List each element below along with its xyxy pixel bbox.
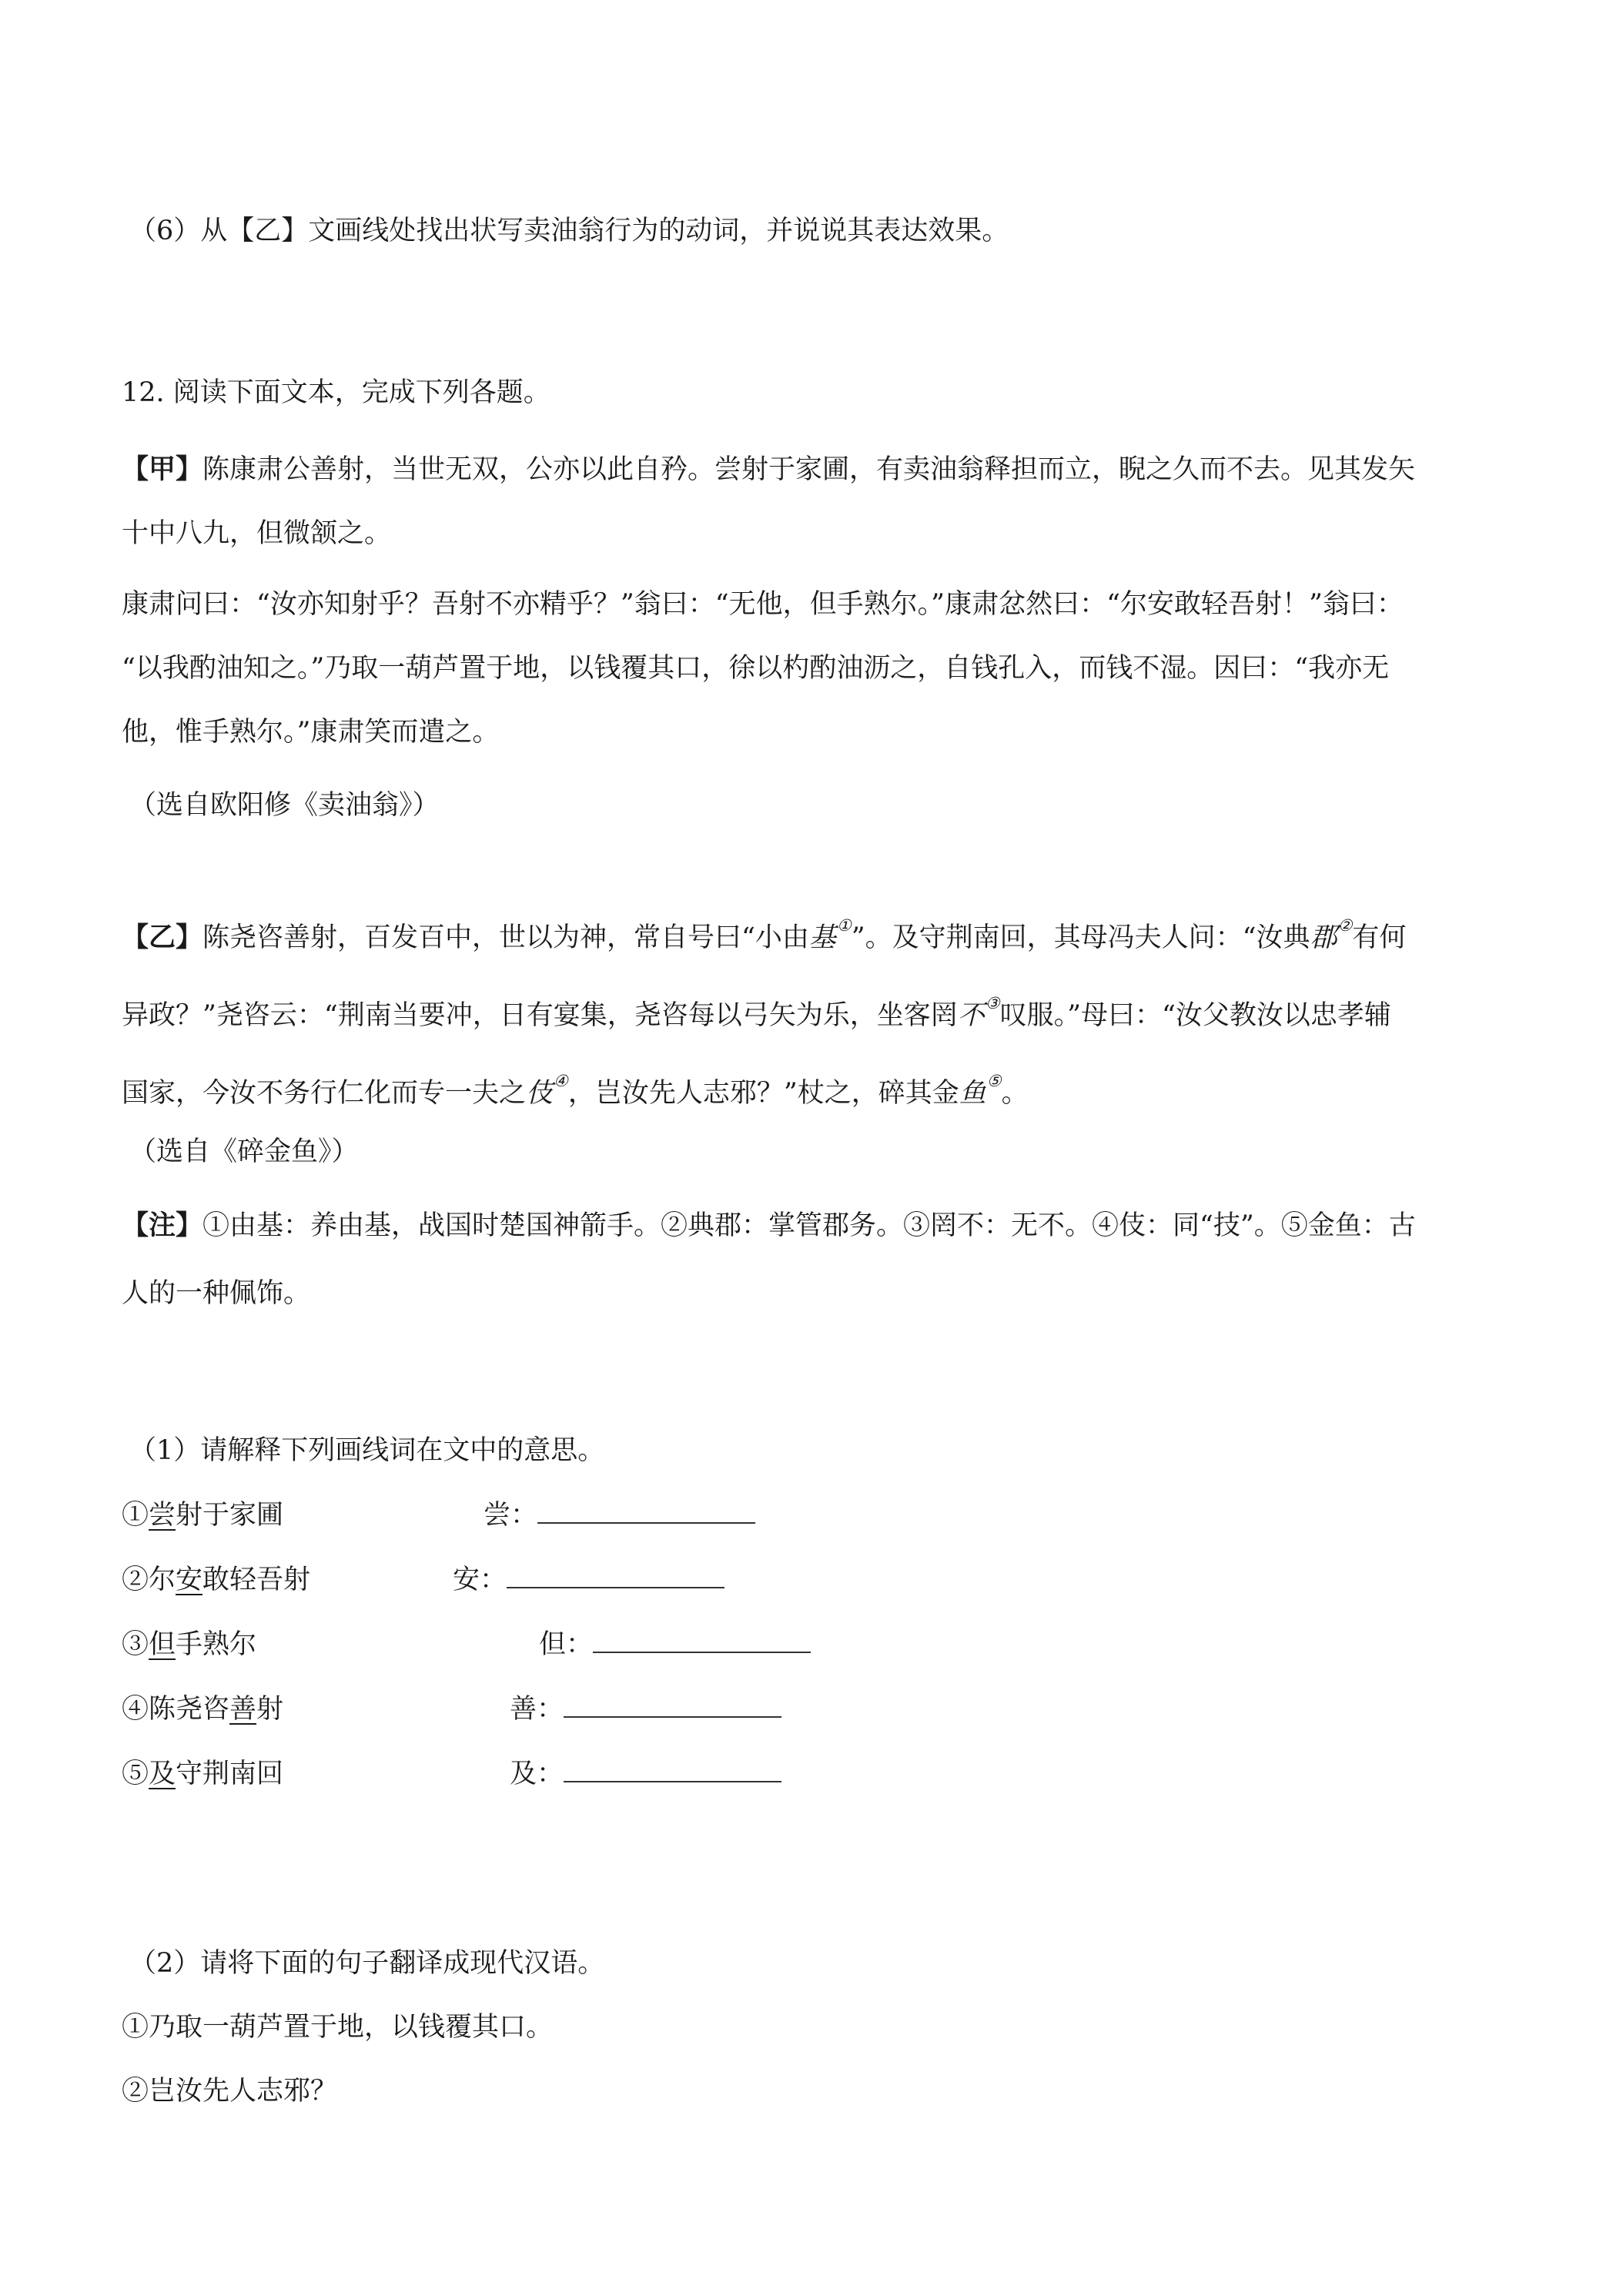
vocab-num: ⑤: [122, 1759, 149, 1789]
vocab-post: 守荆南回: [176, 1759, 284, 1789]
vocab-item-5: [122, 1757, 283, 1791]
jia-tag: 【甲】: [122, 454, 203, 485]
vocab-answer-2: [453, 1563, 724, 1597]
yi-text-1c: 有何: [1352, 922, 1407, 953]
vocab-item-4: [122, 1692, 283, 1726]
yi-text-1a: 陈尧咨善射，百发百中，世以为神，常自号曰“小由: [202, 922, 809, 953]
notes-line-2: 人的一种佩饰。: [122, 1278, 311, 1309]
annotated-word-5: 鱼: [959, 1078, 986, 1109]
jia-text-1: 陈康肃公善射，当世无双，公亦以此自矜。尝射于家圃，有卖油翁释担而立，睨之久而不去。见其发矢: [202, 454, 1416, 485]
annotated-word-3: 不: [957, 1000, 985, 1031]
vocab-num: ①: [122, 1500, 149, 1531]
yi-tag: 【乙】: [122, 922, 203, 953]
vocab-item-2: [122, 1563, 310, 1597]
passage-jia-line-2: 十中八九，但微颔之。: [122, 518, 392, 549]
passage-jia-source: （选自欧阳修《卖油翁》）: [129, 790, 440, 821]
underlined-word: 善: [229, 1694, 257, 1725]
translate-sentence-1: ①乃取一葫芦置于地，以钱覆其口。: [122, 2012, 554, 2043]
footnote-marker-3: ③: [985, 994, 1000, 1012]
question-6: （6）从【乙】文画线处找出状写卖油翁行为的动词，并说说其表达效果。: [129, 216, 1009, 246]
vocab-num: ④: [122, 1694, 149, 1725]
answer-label: 安：: [453, 1565, 507, 1595]
vocab-post: 射: [256, 1694, 284, 1725]
yi-text-3c: 。: [1001, 1078, 1029, 1109]
note-tag: 【注】: [122, 1210, 203, 1241]
vocab-answer-4: [510, 1692, 781, 1726]
underlined-word: 但: [149, 1629, 176, 1660]
vocab-pre: 陈尧咨: [149, 1694, 230, 1725]
answer-blank[interactable]: [507, 1565, 724, 1588]
yi-text-3a: 国家，今汝不务行仁化而专一夫之: [122, 1078, 527, 1109]
annotated-word-4: 伎: [526, 1078, 554, 1109]
answer-blank[interactable]: [564, 1695, 781, 1718]
translate-sentence-2: ②岂汝先人志邪？: [122, 2076, 338, 2107]
vocab-answer-3: [539, 1628, 811, 1662]
answer-blank[interactable]: [537, 1501, 755, 1524]
footnote-marker-1: ①: [836, 916, 852, 935]
passage-jia-line-4: “以我酌油知之。”乃取一葫芦置于地，以钱覆其口，徐以杓酌油沥之，自钱孔入，而钱不湿。因曰：“我亦无: [122, 653, 1390, 684]
vocab-num: ③: [122, 1629, 149, 1660]
yi-text-2b: 叹服。”母曰：“汝父教汝以忠孝辅: [999, 1000, 1391, 1031]
vocab-num: ②: [122, 1565, 149, 1595]
underlined-word: 及: [149, 1759, 176, 1789]
footnote-marker-4: ④: [554, 1072, 568, 1090]
passage-jia-line-1: [122, 453, 1415, 487]
answer-label: 善：: [510, 1694, 564, 1725]
sub-question-2-title: （2）请将下面的句子翻译成现代汉语。: [129, 1948, 605, 1979]
annotated-word-2: 郡: [1310, 922, 1337, 953]
underlined-word: 尝: [149, 1500, 176, 1531]
vocab-post: 射于家圃: [176, 1500, 284, 1531]
vocab-post: 手熟尔: [176, 1629, 257, 1660]
note-text-1: ①由基：养由基，战国时楚国神箭手。②典郡：掌管郡务。③罔不：无不。④伎：同“技”。⑤金鱼：古: [202, 1210, 1416, 1241]
passage-yi-line-2: [122, 986, 1391, 1033]
vocab-item-1: [122, 1498, 283, 1532]
answer-label: 尝：: [484, 1500, 538, 1531]
passage-jia-line-3: 康肃问曰：“汝亦知射乎？吾射不亦精乎？”翁曰：“无他，但手熟尔。”康肃忿然曰：“尔安敢轻吾射！”翁曰：: [122, 589, 1404, 620]
sub-question-1-title: （1）请解释下列画线词在文中的意思。: [129, 1435, 605, 1466]
answer-label: 及：: [510, 1759, 564, 1789]
passage-yi-source: （选自《碎金鱼》）: [129, 1136, 359, 1167]
footnote-marker-2: ②: [1337, 916, 1353, 935]
answer-label: 但：: [539, 1629, 594, 1660]
vocab-pre: 尔: [149, 1565, 176, 1595]
answer-blank[interactable]: [564, 1759, 781, 1782]
notes-line-1: [122, 1209, 1416, 1243]
annotated-word-1: 基: [808, 922, 836, 953]
yi-text-2a: 异政？”尧咨云：“荆南当要冲，日有宴集，尧咨每以弓矢为乐，坐客罔: [122, 1000, 958, 1031]
yi-text-3b: ，岂汝先人志邪？”杖之，碎其金: [567, 1078, 959, 1109]
vocab-answer-5: [510, 1757, 781, 1791]
underlined-word: 安: [176, 1565, 203, 1595]
yi-text-1b: ”。及守荆南回，其母冯夫人问：“汝典: [851, 922, 1310, 953]
passage-yi-line-3: [122, 1064, 1029, 1110]
vocab-item-3: [122, 1628, 256, 1662]
passage-jia-line-5: 他，惟手熟尔。”康肃笑而遣之。: [122, 717, 500, 748]
question-12-title: 12. 阅读下面文本，完成下列各题。: [122, 377, 550, 408]
answer-blank[interactable]: [593, 1630, 811, 1653]
passage-yi-line-1: [122, 909, 1406, 955]
vocab-answer-1: [484, 1498, 755, 1532]
vocab-post: 敢轻吾射: [202, 1565, 311, 1595]
footnote-marker-5: ⑤: [986, 1072, 1002, 1090]
